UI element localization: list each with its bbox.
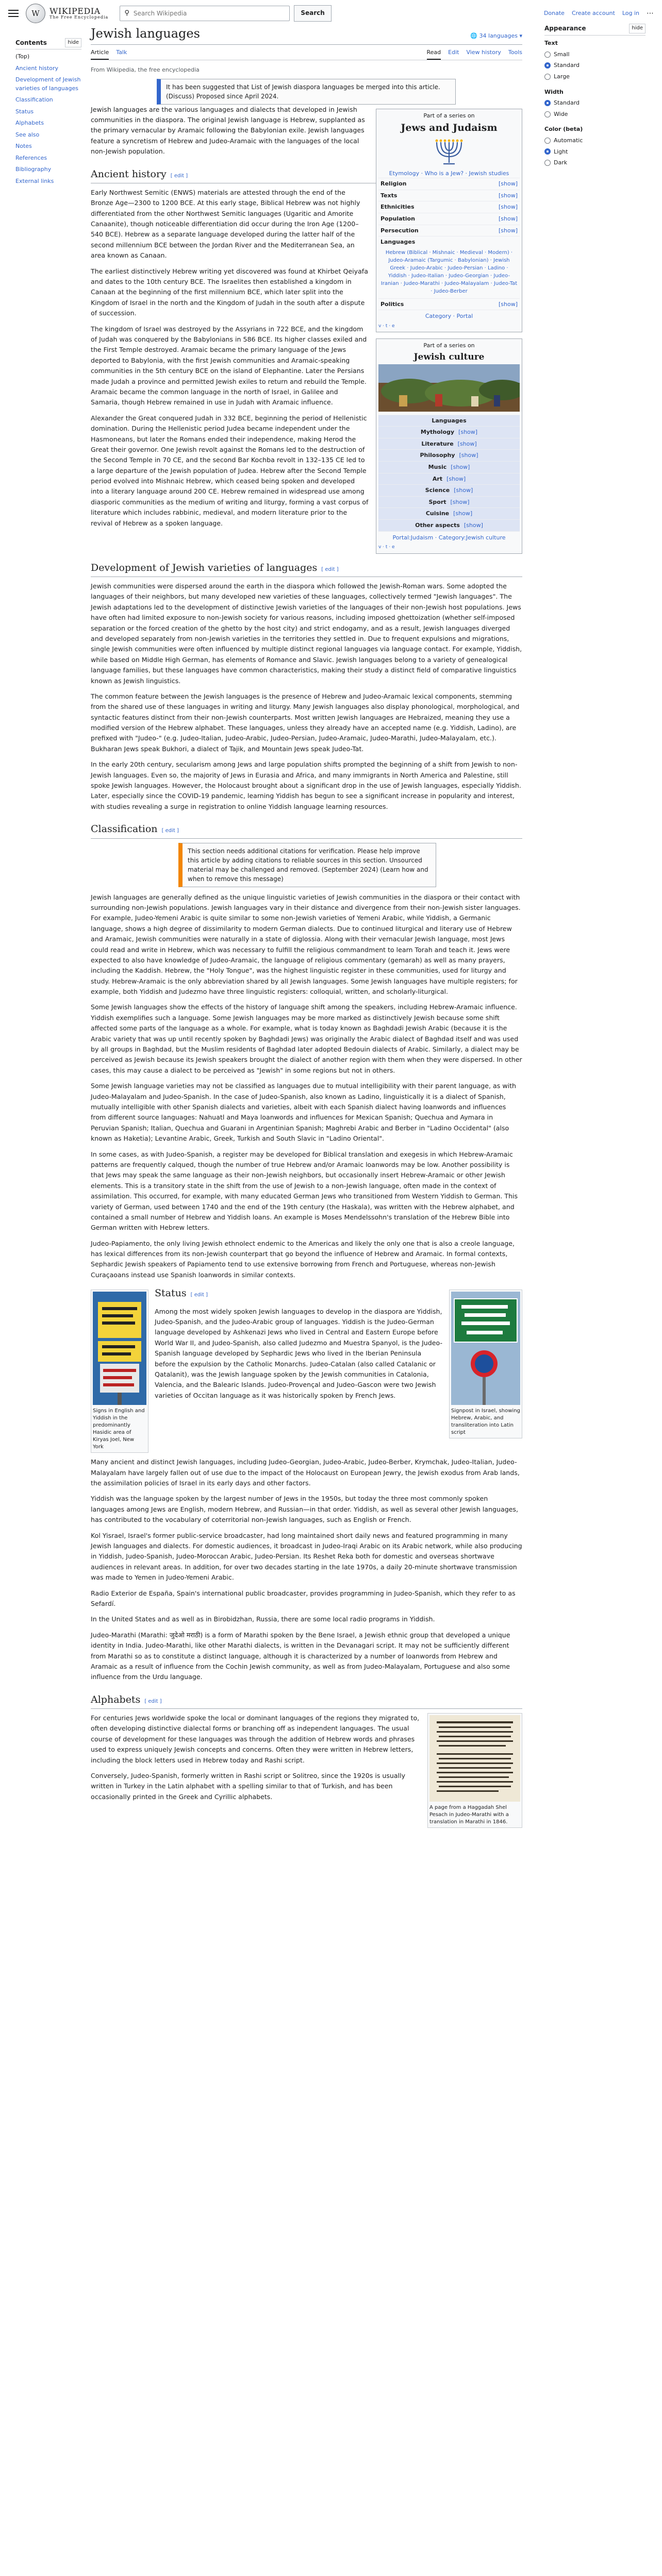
infobox-row: Other aspects [show] bbox=[378, 519, 520, 531]
ancient-paragraph: The earliest distinctively Hebrew writing yet discovered was found at Khirbet Qeiyafa and dates to the 10th century BCE. The Israelites then established a kingdom in Canaan at the beginning of the first millennium BCE, which later split into the Kingdom of Israel in the north and the Kingdom of Judah in the south after a dispute of succession. bbox=[91, 267, 368, 317]
page-title: Jewish languages bbox=[91, 26, 200, 41]
infobox-title: Jews and Judaism bbox=[401, 122, 498, 134]
search-box[interactable] bbox=[120, 6, 290, 21]
article-content bbox=[91, 24, 522, 1832]
infobox-row: Sport [show] bbox=[378, 496, 520, 508]
image-caption: A page from a Haggadah Shel Pesach in Judeo-Marathi with a translation in Marathi in 1846. bbox=[429, 1805, 509, 1825]
development-paragraph: In the early 20th century, secularism among Jews and large population shifts prompted the beginning of a shift from Jewish to non-Jewish languages. Even so, the majority of Jews in Eurasia and Africa, and many immigrants in North America and Palestine, still spoke Jewish languages. However, the Holocaust brought about a significant drop in the use of Jewish languages, especially Yiddish. Later, especially since the COVID-19 pandemic, learning Yiddish has begun to see a significant increase in popularity and interest, with studies revealing a surge in registration to online Yiddish language learning resources. bbox=[91, 760, 521, 810]
toc-item[interactable]: Classification bbox=[15, 96, 53, 103]
toc-item[interactable]: Alphabets bbox=[15, 120, 44, 126]
infobox-row: Persecution [show] bbox=[378, 225, 520, 236]
language-selector[interactable]: 🌐 34 languages ▾ bbox=[470, 32, 522, 39]
section-heading-alphabets: Alphabets [ edit ] bbox=[91, 1692, 522, 1709]
toc-title: Contents bbox=[15, 39, 47, 46]
menorah-icon bbox=[431, 138, 467, 167]
page-tabs bbox=[91, 48, 522, 60]
navbox-vte[interactable]: v · t · e bbox=[378, 323, 395, 329]
merge-notice: It has been suggested that List of Jewish diaspora languages be merged into this article. (Discuss) Proposed since April 2024. bbox=[157, 79, 456, 105]
tab-article[interactable]: Article bbox=[91, 48, 109, 60]
tab-view-history[interactable]: View history bbox=[466, 49, 501, 56]
infobox-row: Cuisine [show] bbox=[378, 507, 520, 519]
toc-item[interactable]: External links bbox=[15, 177, 54, 184]
search-input[interactable] bbox=[133, 9, 279, 18]
infobox-title: Jewish culture bbox=[413, 351, 485, 362]
infobox-jewish-culture: Part of a series on Jewish culture Languages Mythology [show] Literature [show] Philosophy [show] Music [show] Art [show] Science [show] Sport [show] Cuisine [show] Other aspects [show] Portal:Judaism · Category:Jewish culture v · t · e bbox=[376, 338, 522, 553]
infobox-row: Ethnicities [show] bbox=[378, 201, 520, 213]
alphabets-paragraph: For centuries Jews worldwide spoke the local or dominant languages of the regions they migrated to, often developing distinctive dialectal forms or branching off as independent languages. The usual course of development for these languages was through the addition of Hebrew words and phrases used to express uniquely Jewish concepts and concerns. Often they were written in Hebrew letters, including the block letters used in Hebrew today and Rashi script. bbox=[91, 1714, 420, 1764]
create-account-link[interactable]: Create account bbox=[571, 10, 615, 17]
section-heading-classification: Classification [ edit ] bbox=[91, 821, 522, 838]
development-paragraph: The common feature between the Jewish languages is the presence of Hebrew and Judeo-Aramaic lexical components, stemming from the shared use of these languages in writing and liturgy. Many Jewish languages also display phonological, morphological, and syntactic features distinct from their non-Jewish counterparts. Most written Jewish languages are Hebraized, meaning they use a modified version of the Hebrew alphabet. These languages, unless they already have an accepted name (e.g. Yiddish, Ladino), are prefixed with "Judeo-" (e.g. Judeo-Italian, Judeo-Arabic, Judeo-Persian, Judeo-Aramaic, Judeo-Marathi, Judeo-Malayalam, etc.). Bukharan Jews speak Bukhori, a dialect of Tajik, and Mountain Jews speak Judeo-Tat. bbox=[91, 692, 520, 753]
infobox-languages-list[interactable]: Hebrew (Biblical · Mishnaic · Medieval · Modern) · Judeo-Aramaic (Targumic · Babylonian) · Jewish Greek · Judeo-Arabic · Judeo-Persian · Ladino · Yiddish · Judeo-Italian · Judeo-Georgian · Judeo-Iranian · Judeo-Marathi · Judeo-Malayalam · Judeo-Tat · Judeo-Berber bbox=[380, 249, 518, 294]
color-dark-radio[interactable]: Dark bbox=[544, 158, 646, 167]
alphabets-paragraph: Conversely, Judeo-Spanish, formerly written in Rashi script or Solitreo, since the 1920s is usually written in Turkey in the Latin alphabet with a spelling similar to that of Turkish, and has been occasionally printed in the Greek and Cyrillic alphabets. bbox=[91, 1772, 406, 1801]
infobox-row: Population [show] bbox=[378, 213, 520, 225]
tab-edit[interactable]: Edit bbox=[448, 49, 459, 56]
infobox-row: Art [show] bbox=[378, 473, 520, 485]
width-standard-radio[interactable]: Standard bbox=[544, 98, 646, 108]
color-label: Color (beta) bbox=[544, 126, 583, 133]
infobox-row: Philosophy [show] bbox=[378, 449, 520, 461]
haggadah-page-image bbox=[429, 1715, 520, 1802]
toc-item[interactable]: (Top) bbox=[15, 53, 30, 60]
infobox-footer[interactable]: Portal:Judaism · Category:Jewish culture bbox=[378, 531, 520, 543]
development-paragraph: Jewish communities were dispersed around the earth in the diaspora which followed the Jewish-Roman wars. Some adopted the languages of their neighbors, but many developed new varieties of these languages, collectively termed "Jewish languages". The Jewish adaptations led to the development of distinctive Jewish varieties of the languages of their non-Jewish host populations. Jews have often had limited exposure to non-Jewish society for various reasons, including imposed ghettoization (whether self-imposed separation or the forced creation of the ghetto by the host city) and strict endogamy, and as a result, Jewish languages diverged and developed separately from non-Jewish varieties in the territories they settled in. Due to frequent expulsions and migrations, single Jewish communities were often influenced by multiple distinct regional languages via language contact. For example, Yiddish, while based on Middle High German, has elements of Romance and Slavic. Jewish languages belong to a variety of genealogical language families, but these languages have common characteristics, making their study a distinct field of comparative linguistics known as Jewish linguistics. bbox=[91, 582, 522, 685]
toc-item[interactable]: Status bbox=[15, 108, 34, 115]
toc-item[interactable]: See also bbox=[15, 131, 40, 138]
status-paragraph: Among the most widely spoken Jewish languages to develop in the diaspora are Yiddish, Judeo-Spanish, and the Judeo-Arabic group of languages. Yiddish is the Judeo-German language developed by Ashkenazi Jews who lived in Central and Eastern Europe before World War II, and Judeo-Spanish, also called Judezmo and Muestra Spanyol, is the Judeo-Spanish language developed by Sephardic Jews who lived in the Iberian Peninsula before the expulsion by the Catholic Monarchs. Judeo-Catalan (also called Catalanic or Qatalanit), was the Jewish language spoken by the Jewish communities in Catalonia, Valencia, and the Balearic Islands. Judeo-Provençal and Judeo-Gascon were two Jewish varieties of Occitan language as it was historically spoken by French Jews. bbox=[155, 1307, 443, 1399]
search-icon: ⚲ bbox=[124, 9, 129, 17]
infobox-row: Music [show] bbox=[378, 461, 520, 473]
wordmark: WIKIPEDIA bbox=[49, 6, 101, 16]
infobox-row: Science [show] bbox=[378, 484, 520, 496]
infobox-row-languages: Languages bbox=[378, 415, 520, 427]
text-size-large-radio[interactable]: Large bbox=[544, 72, 646, 81]
section-heading-development: Development of Jewish varieties of languages [ edit ] bbox=[91, 560, 522, 577]
yiddish-sign-image bbox=[93, 1292, 146, 1405]
toc-item[interactable]: References bbox=[15, 154, 47, 161]
infobox-row: Literature [show] bbox=[378, 438, 520, 450]
classification-paragraph: Jewish languages are generally defined as the unique linguistic varieties of Jewish communities in the diaspora or their contact with surrounding non-Jewish populations. Jewish languages vary in their distance and divergence from their non-Jewish sister languages. For example, Judeo-Yemeni Arabic is quite similar to some non-Jewish varieties of Yemeni Arabic, while Yiddish, a Germanic language, shows a high degree of dissimilarity to modern German dialects. Due to continued liturgical and literary use of Hebrew and Aramaic, Jewish communities were naturally in a state of diglossia. Along with their vernacular Jewish language, most Jews could read and write in Hebrew, which was necessary to fulfill the religious commandment to learn Torah and teach it. Jews were expected to also have knowledge of Judeo-Aramaic, the language of religious commentary (gemarah) as well as many prayers, including the Kaddish. Hebrew, the "Holy Tongue", was the highest linguistic register in these communities, used for liturgy and study. Hebrew-Aramaic is the only abbreviation shared by all Jewish languages. Some Jewish languages have multiple registers; for example, both Yiddish and Judezmo have three linguistic registers: colloquial, written, and scholarly-liturgical. bbox=[91, 893, 521, 996]
status-paragraph: Many ancient and distinct Jewish languages, including Judeo-Georgian, Judeo-Arabic, Judeo-Berber, Krymchak, Judeo-Italian, Judeo-Malayalam have largely fallen out of use due to the impact of the Holocaust on European Jewry, the Jewish exodus from Arab lands, the assimilation policies of Israel in its early days and other factors. bbox=[91, 1458, 520, 1487]
tab-talk[interactable]: Talk bbox=[116, 49, 127, 56]
search-button[interactable]: Search bbox=[294, 5, 331, 22]
status-paragraph: Yiddish was the language spoken by the largest number of Jews in the 1950s, but today the three most commonly spoken languages among Jews are English, modern Hebrew, and Russian—in that order. Yiddish, as well as several other Jewish languages, has contributed to the vocabulary of coterritorial non-Jewish languages, such as English or French. bbox=[91, 1495, 518, 1524]
image-caption: Signpost in Israel, showing Hebrew, Arabic, and transliteration into Latin script bbox=[451, 1408, 520, 1436]
infobox-row: Mythology [show] bbox=[378, 426, 520, 438]
road-sign-image bbox=[451, 1292, 520, 1405]
donate-link[interactable]: Donate bbox=[543, 10, 565, 17]
classification-paragraph: Some Jewish language varieties may not be classified as languages due to mutual intelligibility with their parent language, as with Judeo-Malayalam and Judeo-Spanish. In the case of Judeo-Spanish, also known as Ladino, linguistically it is a dialect of Spanish, mutually intelligible with other Spanish dialects and varieties, albeit with each Spanish dialect having loanwords and influences from different source languages: Nahuatl and Maya loanwords and influences for Mexican Spanish; Quechua and Aymara in Peruvian Spanish; Italian, Quechua and Guarani in Argentinian Spanish; Maghrebi Arabic and Berber in "Ladino Occidental" (also known as Haketia); Levantine Arabic, Greek, Turkish and South Slavic in "Ladino Oriental". bbox=[91, 1082, 517, 1143]
infobox-row: Religion [show] bbox=[378, 178, 520, 190]
section-heading-status: Status [ edit ] bbox=[155, 1287, 208, 1299]
width-label: Width bbox=[544, 88, 564, 95]
toc-hide-button[interactable]: hide bbox=[65, 38, 81, 47]
intro-paragraph: Jewish languages are the various languages and dialects that developed in Jewish communities in the diaspora. The original Jewish language is Hebrew, supplanted as the primary vernacular by Aramaic following the Babylonian exile. Jewish languages feature a syncretism of Hebrew and Judeo-Aramaic with the languages of the local non-Jewish population. bbox=[91, 105, 365, 156]
image-israel-signpost bbox=[449, 1290, 522, 1438]
text-size-small-radio[interactable]: Small bbox=[544, 50, 646, 59]
globe-icon: W bbox=[26, 4, 45, 23]
infobox-row: Texts [show] bbox=[378, 190, 520, 201]
ancient-paragraph: The kingdom of Israel was destroyed by the Assyrians in 722 BCE, and the kingdom of Judah was conquered by the Babylonians in 586 BCE. Its higher classes exiled and the First Temple destroyed. Aramaic became the primary language of the Jews deported to Babylonia, with the first Jewish communities and Aramaic-speaking communities in the 5th century BCE on the island of Elephantine. Later the Persians made Judah a province and permitted Jewish exiles to return and rebuild the Temple. Aramaic became the common language in the north of Israel, in Galilee and Samaria, though Hebrew remained in use in Judah with Aramaic influence. bbox=[91, 325, 367, 406]
citation-needed-notice: This section needs additional citations for verification. Please help improve this article by adding citations to reliable sources in this section. Unsourced material may be challenged and removed. (September 2024) (Learn how and when to remove this message) bbox=[178, 843, 436, 887]
image-haggadah bbox=[427, 1713, 522, 1828]
width-wide-radio[interactable]: Wide bbox=[544, 110, 646, 119]
jewish-culture-painting-image bbox=[378, 364, 520, 412]
appearance-title: Appearance bbox=[544, 25, 586, 32]
log-in-link[interactable]: Log in bbox=[622, 10, 639, 17]
image-kiryas-joel-sign bbox=[91, 1290, 148, 1453]
tagline: The Free Encyclopedia bbox=[49, 15, 109, 20]
infobox-footer[interactable]: Category · Portal bbox=[378, 310, 520, 321]
table-of-contents bbox=[15, 38, 81, 189]
section-heading-ancient: Ancient history [ edit ] bbox=[91, 166, 522, 183]
personal-tools-icon[interactable]: ⋯ bbox=[647, 9, 654, 18]
image-caption: Signs in English and Yiddish in the predominantly Hasidic area of Kiryas Joel, New York bbox=[93, 1408, 145, 1450]
status-paragraph: Judeo-Marathi (Marathi: जुदेओ मराठी) is a form of Marathi spoken by the Bene Israel, a Jewish ethnic group that developed a unique identity in India. Judeo-Marathi, like other Marathi dialects, is written in the Devanagari script. It may not be sufficiently different from Marathi so as to constitute a distinct language, although it is characterized by a number of loanwords from Hebrew and Aramaic as a result of influence from the Cochin Jewish community, as well as from Judeo-Malayalam, Portuguese and also some influence from the Urdu language. bbox=[91, 1631, 510, 1681]
appearance-hide-button[interactable]: hide bbox=[629, 24, 646, 33]
ancient-paragraph: Early Northwest Semitic (ENWS) materials are attested through the end of the Bronze Age—2300 to 1200 BCE. At this early stage, Biblical Hebrew was not highly differentiated from the other Northwest Semitic languages (Ugaritic and Amorite Canaanite), though noticeable differentiation did occur during the Iron Age (1200–540 BCE). Hebrew as a separate language developed during the latter half of the second millennium BCE between the Jordan River and the Mediterranean Sea, an area known as Canaan. bbox=[91, 188, 360, 260]
toc-item[interactable]: Ancient history bbox=[15, 64, 58, 72]
site-header bbox=[0, 0, 662, 27]
appearance-panel bbox=[544, 24, 646, 174]
color-automatic-radio[interactable]: Automatic bbox=[544, 136, 646, 145]
toc-item[interactable]: Bibliography bbox=[15, 166, 52, 173]
tab-read[interactable]: Read bbox=[427, 48, 441, 60]
status-paragraph: Kol Yisrael, Israel's former public-service broadcaster, had long maintained short daily news and featured programming in many Jewish languages and dialects. For domestic audiences, it broadcast in Judeo-Iraqi Arabic on its Arabic network, while also producing in Yiddish, Judeo-Spanish, Judeo-Moroccan Arabic, Judeo-Persian. Its Reshet Reka both for domestic and overseas shortwave audiences in relevant areas. In addition, for over two decades starting in the late 1970s, a daily 20-minute shortwave transmission was made to Yemen in Judeo-Yemeni Arabic. bbox=[91, 1531, 522, 1582]
wikipedia-logo[interactable] bbox=[26, 4, 108, 23]
main-menu-icon[interactable] bbox=[8, 10, 19, 17]
infobox-row-languages: Languages bbox=[378, 236, 520, 248]
toc-item[interactable]: Development of Jewish varieties of languages bbox=[15, 76, 81, 92]
ancient-paragraph: Alexander the Great conquered Judah in 332 BCE, beginning the period of Hellenistic domination. During the Hellenistic period Judea became independent under the Hasmoneans, but later the Romans ended their independence, making Herod the Great their governor. One Jewish revolt against the Romans led to the destruction of the Second Temple in 70 CE, and the second Bar Kochba revolt in 132–135 CE led to a large departure of the Jewish population of Judea. Hebrew after the Second Temple period evolved into Mishnaic Hebrew, which ceased being spoken and developed into a literary language around 200 CE. Hebrew remained in widespread use among diasporic communities as the medium of writing and liturgy, forming a vast corpus of literature which includes rabbinic, medieval, and modern literature prior to the revival of Hebrew as a spoken language. bbox=[91, 414, 369, 527]
classification-paragraph: In some cases, as with Judeo-Spanish, a register may be developed for Biblical translation and exegesis in which Hebrew-Aramaic patterns are frequently calqued, though the number of true Hebrew and/or Aramaic loanwords may be low. Another possibility is that Jews may speak the same language as their non-Jewish neighbors, but occasionally insert Hebrew-Aramaic or other Jewish elements. This is a transitory state in the shift from the use of Jewish to a non-Jewish language, often made in the context of assimilation. This occurred, for example, with many educated German Jews who transitioned from Western Yiddish to German. This variety of German, used between 1740 and the end of the 19th century (the Haskala), was written with the Hebrew alphabet, and contained a small number of Hebrew and Yiddish loans. An example is Moses Mendelssohn's translation of the Hebrew Bible into German written with Hebrew letters. bbox=[91, 1150, 518, 1232]
infobox-row: Politics [show] bbox=[378, 298, 520, 310]
tab-tools[interactable]: Tools bbox=[508, 49, 522, 56]
navbox-vte[interactable]: v · t · e bbox=[378, 545, 395, 550]
infobox-jews-judaism: Part of a series on Jews and Judaism Etymology · Who is a Jew? · Jewish studies Religion [show] Texts [show] Ethnicities [show] Population [show] Persecution [show] Languages Hebrew (Biblical · Mishnaic · Medieval · Modern) · Judeo-Aramaic (Targumic · Babylonian) · Jewish Greek · Judeo-Arabic · Judeo-Persian · Ladino · Yiddish · Judeo-Italian · Judeo-Georgian · Judeo-Iranian · Judeo-Marathi · Judeo-Malayalam · Judeo-Tat · Judeo-Berber Politics [show] Category · Portal v · t · e bbox=[376, 109, 522, 333]
status-paragraph: In the United States and as well as in Birobidzhan, Russia, there are some local radio programs in Yiddish. bbox=[91, 1615, 435, 1623]
text-size-label: Text bbox=[544, 40, 558, 47]
color-light-radio[interactable]: Light bbox=[544, 147, 646, 157]
classification-paragraph: Judeo-Papiamento, the only living Jewish ethnolect endemic to the Americas and likely the only one that is also a creole language, has lexical differences from its non-Jewish counterpart that go beyond the influence of Hebrew and Aramaic. In formal contexts, Sephardic Jewish speakers of Papiamento tend to use extensive borrowing from French and Portuguese, whereas non-Jewish Curaçaoans instead use Spanish loanwords in similar contexts. bbox=[91, 1239, 515, 1279]
classification-paragraph: Some Jewish languages show the effects of the history of language shift among the speakers, including Hebrew-Aramaic influence. Yiddish exemplifies such a language. Some Jewish languages may be more marked as distinctively Jewish because some shift affected some parts of the language as a whole. For example, what is today known as Baghdadi Jewish Arabic (because it is the Arabic variety that was up until recently spoken by Baghdadi Jews) was originally the Arabic dialect of Baghdad itself and was used by all groups in Baghdad, but the Muslim residents of Baghdad later adopted Bedouin dialects of Arabic. Similarly, a dialect may be perceived as Jewish because its Jewish speakers brought the dialect of another region with them when they were dispersed. In other cases, this may cause a dialect to be perceived as "Jewish" in some regions but not in others. bbox=[91, 1003, 522, 1074]
tagline-from: From Wikipedia, the free encyclopedia bbox=[91, 66, 200, 73]
status-paragraph: Radio Exterior de España, Spain's international public broadcaster, provides programming in Judeo-Spanish, which they refer to as Sefardí. bbox=[91, 1589, 516, 1607]
text-size-standard-radio[interactable]: Standard bbox=[544, 61, 646, 70]
toc-item[interactable]: Notes bbox=[15, 143, 32, 149]
